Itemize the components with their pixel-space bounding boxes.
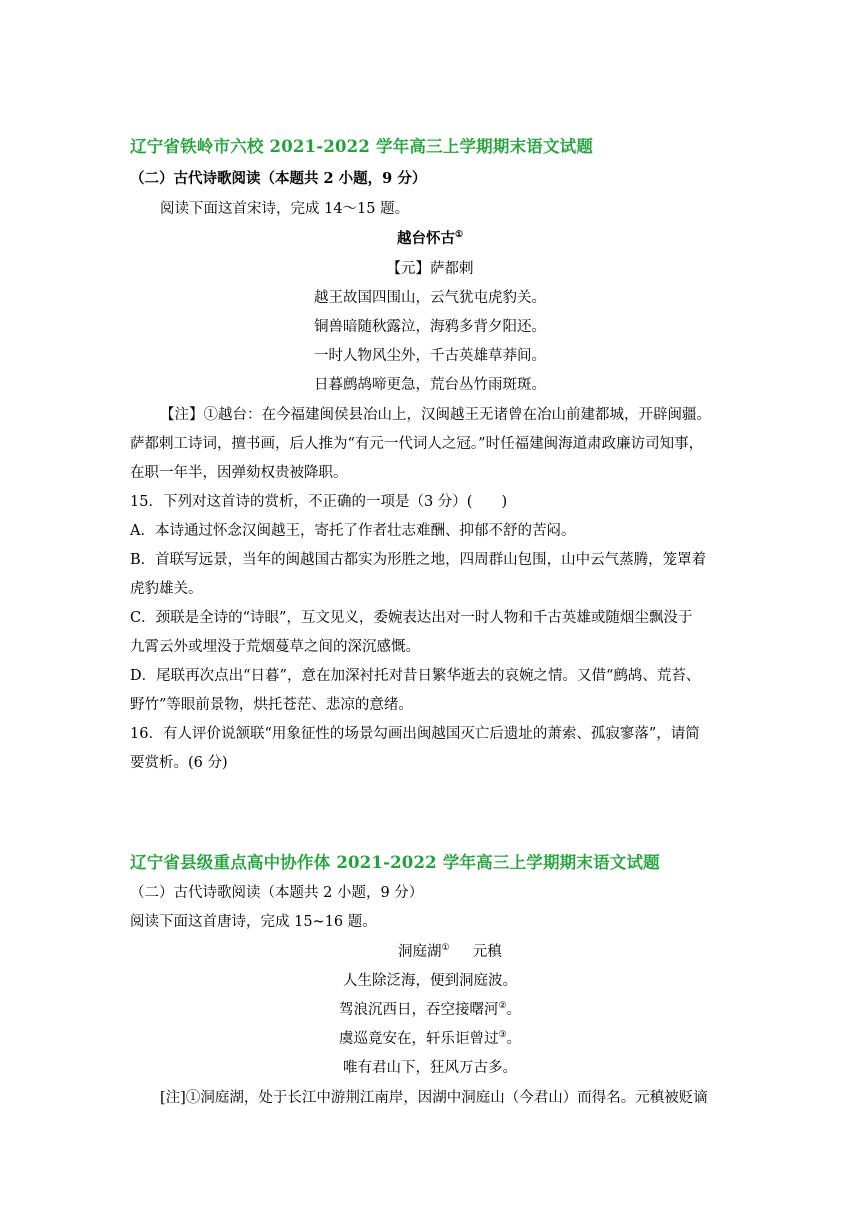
poem-title-text: 洞庭湖: [398, 944, 442, 960]
section-title: 辽宁省县级重点高中协作体 2021-2022 学年高三上学期期末语文试题: [130, 853, 660, 872]
poem-author: 【元】萨都剌: [386, 261, 474, 277]
poem-line: 唯有君山下，狂风万古多。: [343, 1060, 517, 1076]
section-subtitle-text: （二）古代诗歌阅读（本题共 2 小题，9 分）: [130, 170, 427, 187]
section-title: 辽宁省铁岭市六校 2021-2022 学年高三上学期期末语文试题: [130, 137, 594, 156]
option-c: C．颈联是全诗的“诗眼”，互文见义，委婉表达出对一时人物和千古英雄或随烟尘飘没于: [130, 610, 693, 626]
poem-line: [0, 1029, 860, 1049]
option-a: A．本诗通过怀念汉闽越王，寄托了作者壮志难酬、抑郁不舒的苦闷。: [130, 523, 576, 539]
question-15: 15．下列对这首诗的赏析，不正确的一项是（3 分）( ): [130, 494, 508, 510]
poem-title-text: 越台怀古: [396, 230, 455, 247]
poem-line: 铜兽暗随秋露泣，海鸦多背夕阳还。: [314, 319, 546, 335]
poem-note: [注]①洞庭湖，处于长江中游荆江南岸，因湖中洞庭山（今君山）而得名。元稹被贬谪: [160, 1090, 708, 1106]
poem-title: [0, 229, 860, 249]
poem-line: [0, 1000, 860, 1020]
poem-line-tail: 。: [506, 1002, 522, 1018]
option-d-cont: 野竹”等眼前景物，烘托苍茫、悲凉的意绪。: [130, 697, 413, 713]
poem-author: 元稹: [472, 944, 502, 960]
section-subtitle: （二）古代诗歌阅读（本题共 2 小题，9 分）: [130, 885, 424, 901]
poem-title-note: ①: [441, 943, 450, 954]
poem-note: 在职一年半，因弹劾权贵被降职。: [130, 465, 348, 481]
option-b: B．首联写远景，当年的闽越国古都实为形胜之地，四周群山包围，山中云气蒸腾，笼罩着: [130, 552, 707, 568]
option-b-cont: 虎豹雄关。: [130, 581, 203, 597]
poem-line-tail: 。: [506, 1031, 522, 1047]
poem-title-note: ①: [454, 230, 464, 241]
poem-note: 萨都剌工诗词，擅书画，后人推为“有元一代词人之冠。”时任福建闽海道肃政廉访司知事，: [130, 436, 704, 452]
poem-line: 越王故国四围山，云气犹屯虎豹关。: [314, 290, 546, 306]
option-d: D．尾联再次点出“日暮”，意在加深衬托对昔日繁华逝去的哀婉之情。又借“鹧鸪、荒苔、: [130, 668, 701, 684]
question-16: 16．有人评价说颔联“用象征性的场景勾画出闽越国灭亡后遗址的萧索、孤寂寥落”，请简: [130, 726, 700, 742]
poem-note: 【注】①越台：在今福建闽侯县冶山上，汉闽越王无诸曾在冶山前建都城，开辟闽疆。: [160, 407, 711, 423]
section-subtitle: [130, 169, 426, 189]
question-16-cont: 要赏析。(6 分): [130, 755, 228, 771]
poem-line-text: 驾浪沉西日，吞空接曙河: [338, 1002, 499, 1018]
poem-line: 日暮鹧鸪啼更急，荒台丛竹雨斑斑。: [314, 377, 546, 393]
poem-line: 人生除泛海，便到洞庭波。: [343, 973, 517, 989]
poem-line-text: 虞巡竟安在，轩乐讵曾过: [338, 1031, 499, 1047]
reading-instruction: 阅读下面这首唐诗，完成 15~16 题。: [130, 914, 377, 930]
reading-instruction: 阅读下面这首宋诗，完成 14～15 题。: [160, 201, 410, 217]
poem-line-note: ②: [498, 1001, 507, 1012]
option-c-cont: 九霄云外或埋没于荒烟蔓草之间的深沉感慨。: [130, 639, 420, 655]
poem-line-note: ③: [498, 1030, 507, 1041]
poem-line: 一时人物风尘外，千古英雄草莽间。: [314, 348, 546, 364]
poem-title: [398, 942, 502, 962]
